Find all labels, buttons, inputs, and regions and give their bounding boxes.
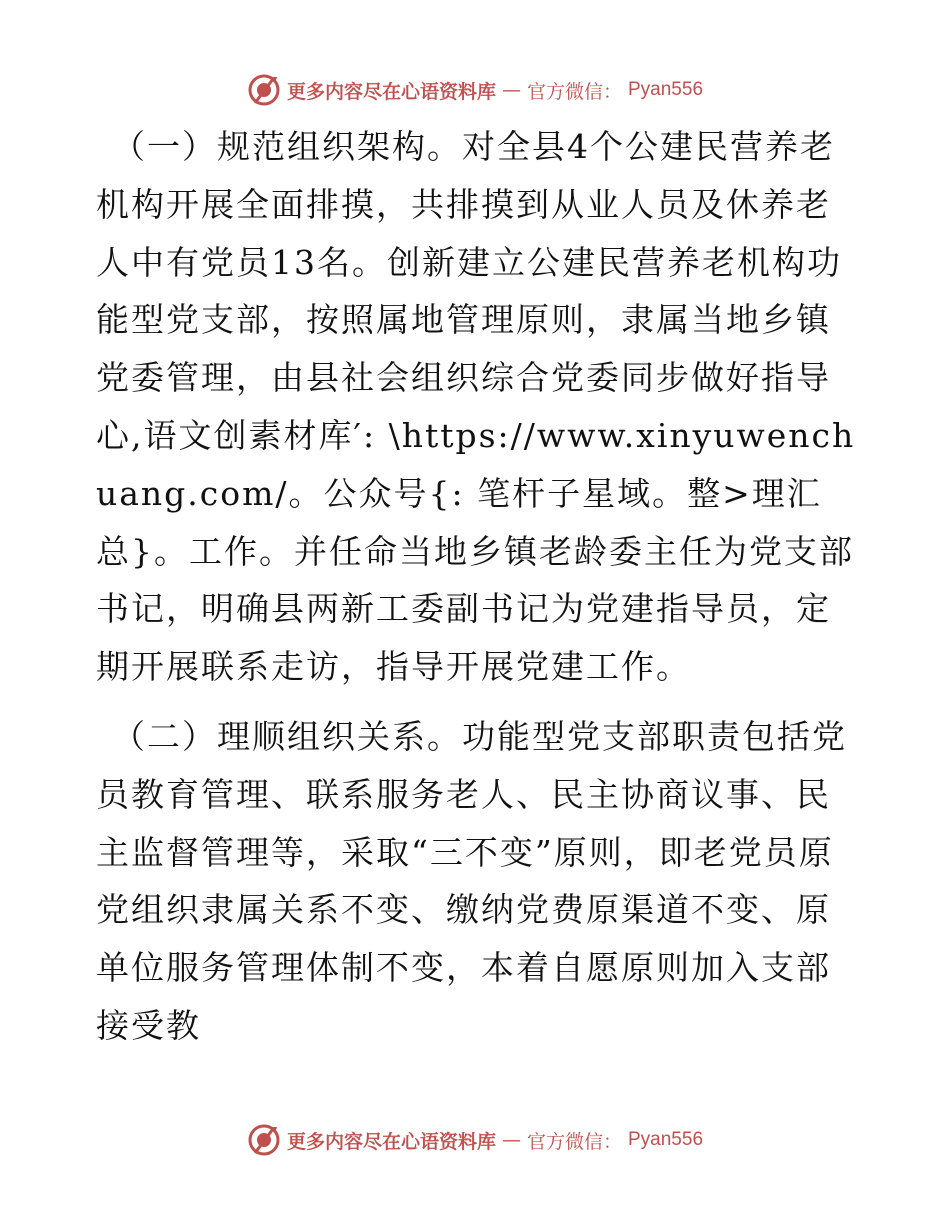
header-site-text: 更多内容尽在心语资料库 (286, 80, 496, 103)
document-body (96, 118, 856, 1055)
header-wechat-id: Pyan556 (628, 79, 704, 100)
footer-site-text: 更多内容尽在心语资料库 (286, 1130, 496, 1153)
header-wechat-label: 官方微信： (526, 80, 622, 103)
footer-separator: — (501, 1129, 521, 1151)
quill-seal-icon (247, 73, 281, 107)
footer-wechat-label: 官方微信： (526, 1130, 622, 1153)
paragraph-organization-structure: （一）规范组织架构。对全县4个公建民营养老机构开展全面排摸，共排摸到从业人员及休养老人中有党员13名。创新建立公建民营养老机构功能型党支部，按照属地管理原则，隶属当地乡镇党委管理，由县社会组织综合党委同步做好指导心,语文创素材库′: \https://www.xinyuwenchuang.com/。公众号{: 笔杆子星域。整>理汇总}。工作。并任命当地乡镇老龄委主任为党支部书记，明确县两新工委副书记为党建指导员，定期开展联系走访，指导开展党建工作。 (96, 127, 856, 687)
header-banner (0, 70, 950, 110)
header-separator: — (501, 79, 521, 101)
quill-seal-icon (247, 1123, 281, 1157)
footer-banner (0, 1120, 950, 1160)
paragraph-organization-relations: （二）理顺组织关系。功能型党支部职责包括党员教育管理、联系服务老人、民主协商议事、民主监督管理等，采取“三不变”原则，即老党员原党组织隶属关系不变、缴纳党费原渠道不变、原单位服务管理体制不变，本着自愿原则加入支部接受教 (96, 716, 847, 1045)
footer-wechat-id: Pyan556 (628, 1129, 704, 1150)
